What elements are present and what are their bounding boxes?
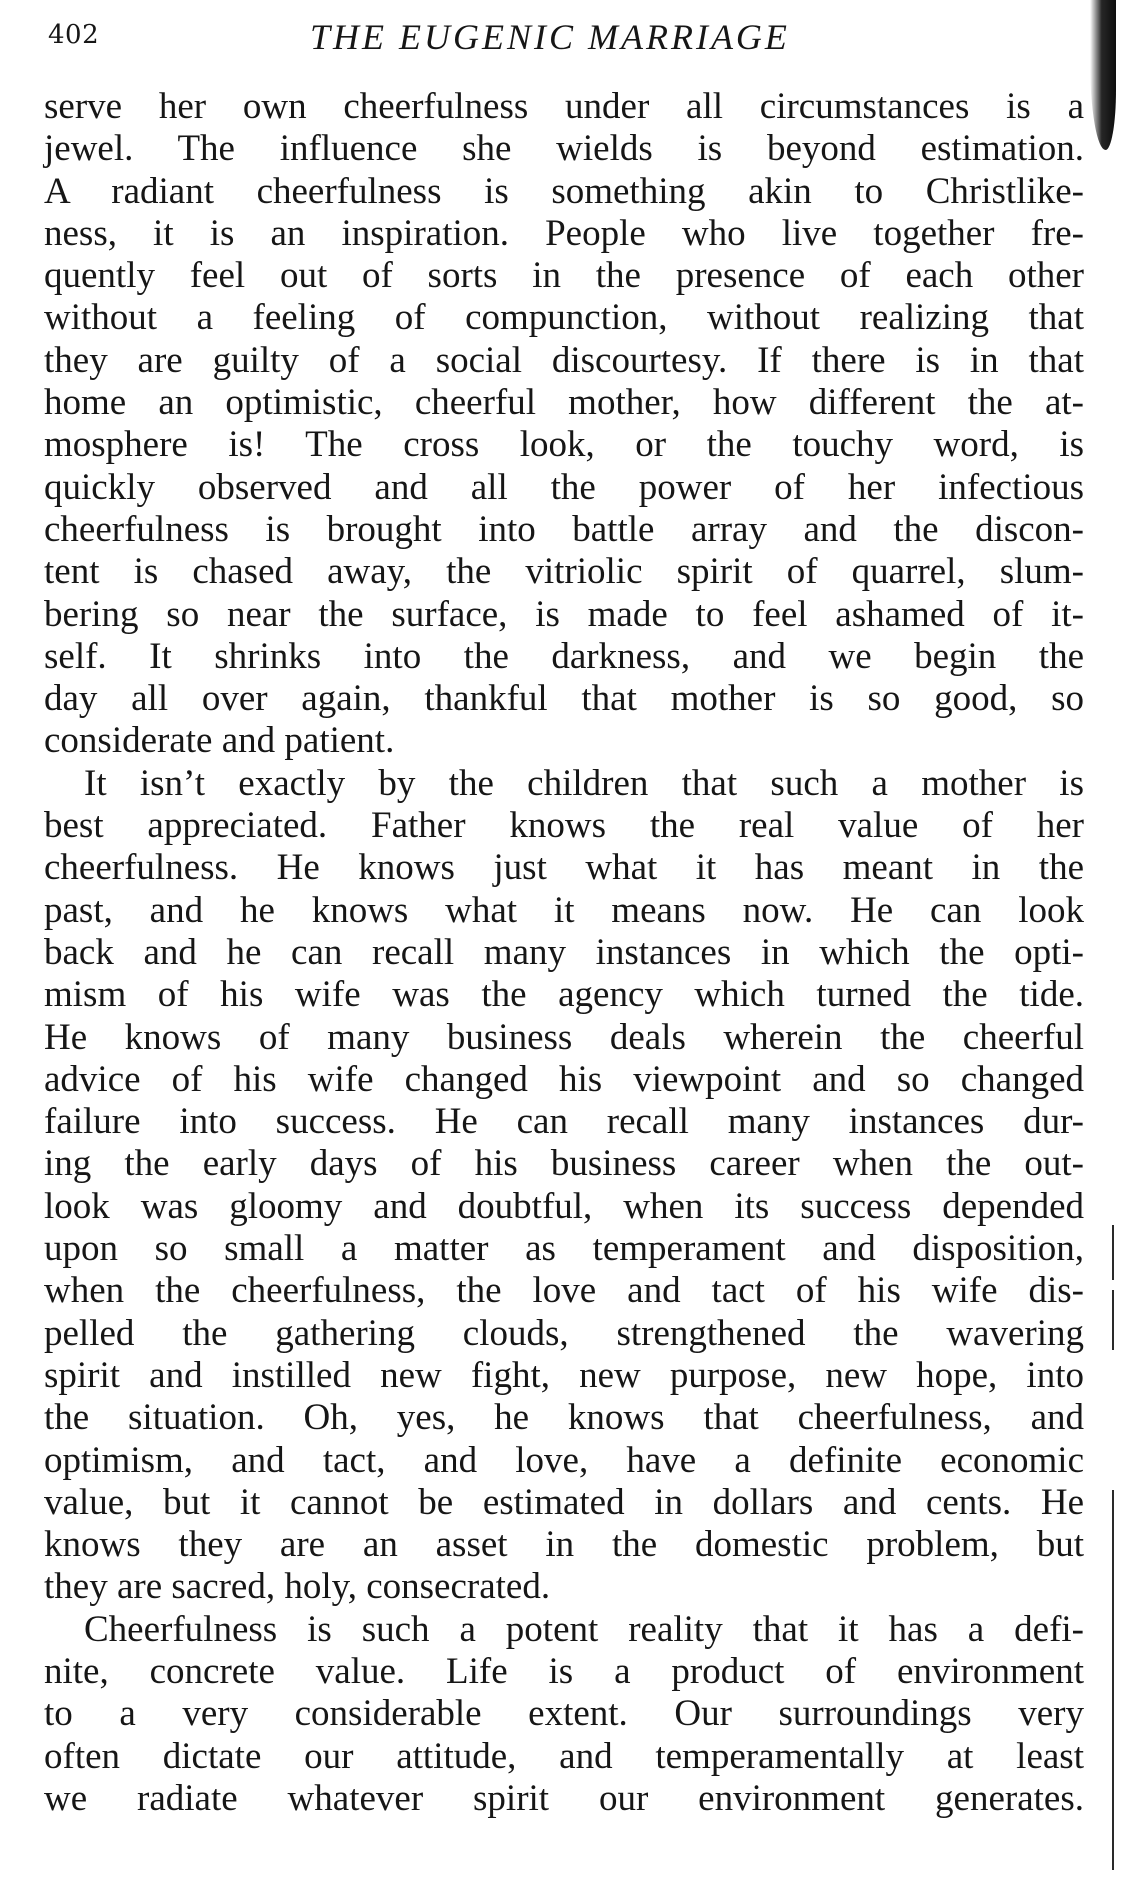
text-line: He knows of many business deals wherein the cheerful — [44, 1016, 1084, 1058]
text-line: self. It shrinks into the darkness, and we begin the — [44, 635, 1084, 677]
text-line: nite, concrete value. Life is a product of environment — [44, 1650, 1084, 1692]
text-line: failure into success. He can recall many instances dur- — [44, 1101, 1084, 1143]
text-line: tent is chased away, the vitriolic spirit of quarrel, slum- — [44, 551, 1084, 593]
text-line: we radiate whatever spirit our environment generates. — [44, 1777, 1084, 1819]
text-line: cheerfulness. He knows just what it has meant in the — [44, 847, 1084, 889]
text-line: upon so small a matter as temperament and disposition, — [44, 1228, 1084, 1270]
text-line: they are sacred, holy, consecrated. — [44, 1566, 551, 1608]
text-line: A radiant cheerfulness is something akin to Christlike- — [44, 170, 1084, 212]
text-line: the situation. Oh, yes, he knows that cheerfulness, and — [44, 1397, 1084, 1439]
text-line: past, and he knows what it means now. He can look — [44, 889, 1084, 931]
text-line: when the cheerfulness, the love and tact of his wife dis- — [44, 1270, 1084, 1312]
running-title: THE EUGENIC MARRIAGE — [310, 17, 790, 57]
body-text — [44, 86, 1084, 1820]
text-line: back and he can recall many instances in which the opti- — [44, 931, 1084, 973]
text-line: Cheerfulness is such a potent reality that it has a defi- — [84, 1608, 1084, 1650]
text-line: quently feel out of sorts in the presence of each other — [44, 255, 1084, 297]
text-line: pelled the gathering clouds, strengthened the wavering — [44, 1312, 1084, 1354]
text-line: without a feeling of compunction, without realizing that — [44, 297, 1084, 339]
page-edge-mark — [1112, 1290, 1114, 1350]
text-line: advice of his wife changed his viewpoint and so changed — [44, 1058, 1084, 1100]
page-header — [44, 8, 1084, 56]
page-edge-mark — [1112, 1490, 1114, 1870]
text-line: jewel. The influence she wields is beyond estimation. — [44, 128, 1084, 170]
text-line: often dictate our attitude, and temperamentally at least — [44, 1735, 1084, 1777]
text-line: ness, it is an inspiration. People who live together fre- — [44, 212, 1084, 254]
text-line: mism of his wife was the agency which turned the tide. — [44, 974, 1084, 1016]
text-line: mosphere is! The cross look, or the touchy word, is — [44, 424, 1084, 466]
text-line: quickly observed and all the power of her infectious — [44, 466, 1084, 508]
text-line: cheerfulness is brought into battle array and the discon- — [44, 508, 1084, 550]
text-line: It isn’t exactly by the children that such a mother is — [84, 762, 1084, 804]
text-line: look was gloomy and doubtful, when its success depended — [44, 1185, 1084, 1227]
text-line: knows they are an asset in the domestic problem, but — [44, 1524, 1084, 1566]
text-line: value, but it cannot be estimated in dollars and cents. He — [44, 1481, 1084, 1523]
text-line: to a very considerable extent. Our surroundings very — [44, 1693, 1084, 1735]
page-number: 402 — [48, 20, 100, 50]
text-line: considerate and patient. — [44, 720, 395, 762]
text-line: serve her own cheerfulness under all circumstances is a — [44, 86, 1084, 127]
text-line: ing the early days of his business career when the out- — [44, 1143, 1084, 1185]
page-edge-mark — [1112, 1225, 1114, 1280]
text-line: home an optimistic, cheerful mother, how different the at- — [44, 382, 1084, 424]
text-line: bering so near the surface, is made to feel ashamed of it- — [44, 593, 1084, 635]
text-line: they are guilty of a social discourtesy. If there is in that — [44, 339, 1084, 381]
page-edge-shadow — [1090, 0, 1116, 150]
text-line: spirit and instilled new fight, new purpose, new hope, into — [44, 1354, 1084, 1396]
text-line: optimism, and tact, and love, have a definite economic — [44, 1439, 1084, 1481]
text-line: best appreciated. Father knows the real value of her — [44, 805, 1084, 847]
text-line: day all over again, thankful that mother is so good, so — [44, 678, 1084, 720]
